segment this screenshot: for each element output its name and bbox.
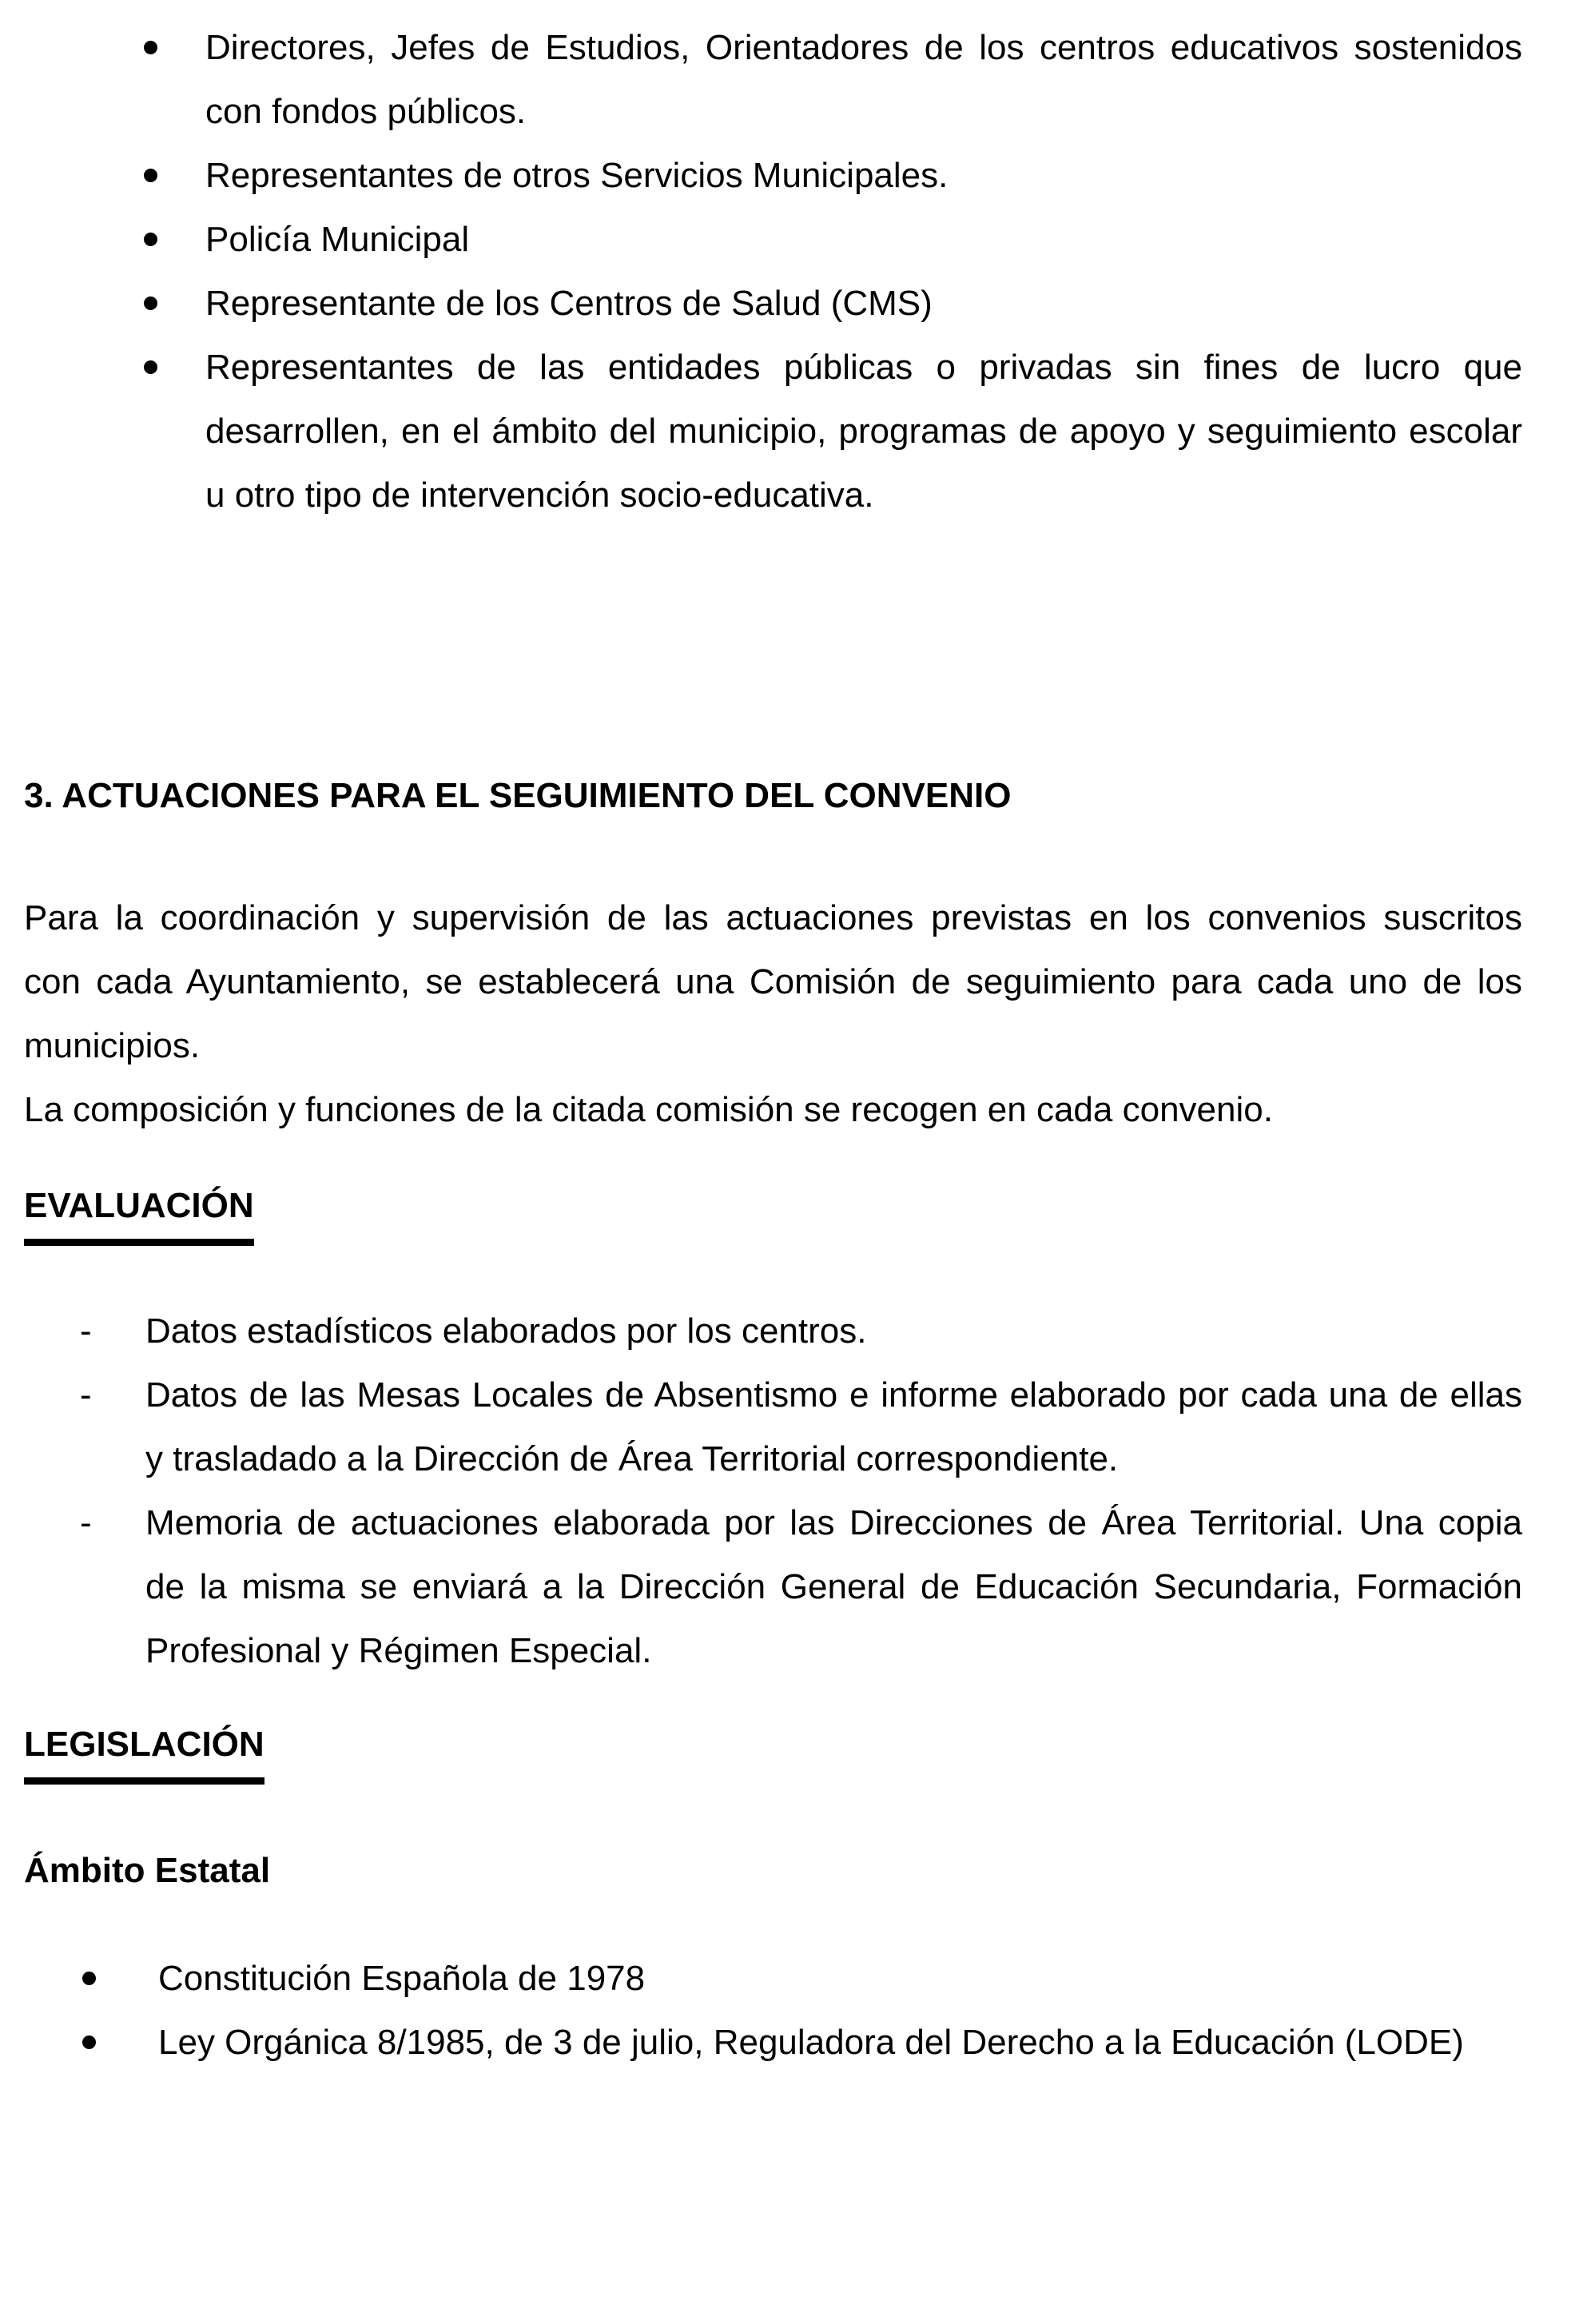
list-item-text: Constitución Española de 1978 xyxy=(158,1959,646,1998)
heading-ambito-estatal: Ámbito Estatal xyxy=(24,1851,271,1890)
heading-evaluacion xyxy=(24,1174,1522,1246)
bullet-disc-icon xyxy=(144,41,157,54)
dash-marker: - xyxy=(80,1311,92,1351)
bullet-disc-icon xyxy=(82,2035,96,2049)
heading-legislacion-text: LEGISLACIÓN xyxy=(24,1713,264,1785)
list-item-text: Representante de los Centros de Salud (CMS) xyxy=(205,284,933,323)
list-item xyxy=(24,16,1522,144)
bullet-disc-icon xyxy=(144,169,157,182)
list-item-text: Datos de las Mesas Locales de Absentismo e informe elaborado por cada una de ellas y trasladado a la Dirección de Área Territorial correspondiente. xyxy=(145,1375,1522,1478)
list-item xyxy=(24,1299,1522,1363)
list-item xyxy=(24,144,1522,208)
paragraph: Para la coordinación y supervisión de las actuaciones previstas en los convenios suscritos con cada Ayuntamiento, se establecerá una Comisión de seguimiento para cada uno de los municipios. xyxy=(24,898,1522,1065)
bullet-disc-icon xyxy=(144,233,157,246)
list-item-text: Memoria de actuaciones elaborada por las Direcciones de Área Territorial. Una copia de la misma se enviará a la Dirección General de Educación Secundaria, Formación Profesional y Régimen Especial. xyxy=(145,1503,1522,1670)
bullet-disc-icon xyxy=(82,1972,96,1985)
list-item-text: Datos estadísticos elaborados por los centros. xyxy=(145,1311,867,1351)
paragraph: La composición y funciones de la citada comisión se recogen en cada convenio. xyxy=(24,1090,1273,1129)
list-item xyxy=(24,1491,1522,1683)
list-item xyxy=(24,336,1522,527)
list-item xyxy=(24,1947,1522,2011)
evaluacion-dash-list xyxy=(24,1299,1522,1683)
dash-marker: - xyxy=(80,1503,92,1542)
section-heading-actuaciones: 3. ACTUACIONES PARA EL SEGUIMIENTO DEL CONVENIO xyxy=(24,776,1012,815)
list-item-text: Representantes de otros Servicios Municipales. xyxy=(205,156,949,195)
participants-bullet-list xyxy=(24,16,1522,527)
list-item xyxy=(24,2011,1522,2075)
list-item-text: Policía Municipal xyxy=(205,220,470,259)
list-item-text: Ley Orgánica 8/1985, de 3 de julio, Reguladora del Derecho a la Educación (LODE) xyxy=(158,2023,1464,2062)
list-item xyxy=(24,208,1522,272)
list-item-text: Representantes de las entidades públicas o privadas sin fines de lucro que desarrollen, en el ámbito del municipio, programas de apoyo y seguimiento escolar u otro tipo de intervención socio-educativa. xyxy=(205,348,1522,515)
dash-marker: - xyxy=(80,1375,92,1415)
bullet-disc-icon xyxy=(144,360,157,374)
list-item-text: Directores, Jefes de Estudios, Orientadores de los centros educativos sostenidos con fondos públicos. xyxy=(205,28,1522,131)
list-item xyxy=(24,1363,1522,1491)
legislacion-bullet-list xyxy=(24,1947,1522,2075)
bullet-disc-icon xyxy=(144,296,157,310)
heading-legislacion xyxy=(24,1713,1522,1785)
list-item xyxy=(24,272,1522,336)
heading-evaluacion-text: EVALUACIÓN xyxy=(24,1174,254,1246)
